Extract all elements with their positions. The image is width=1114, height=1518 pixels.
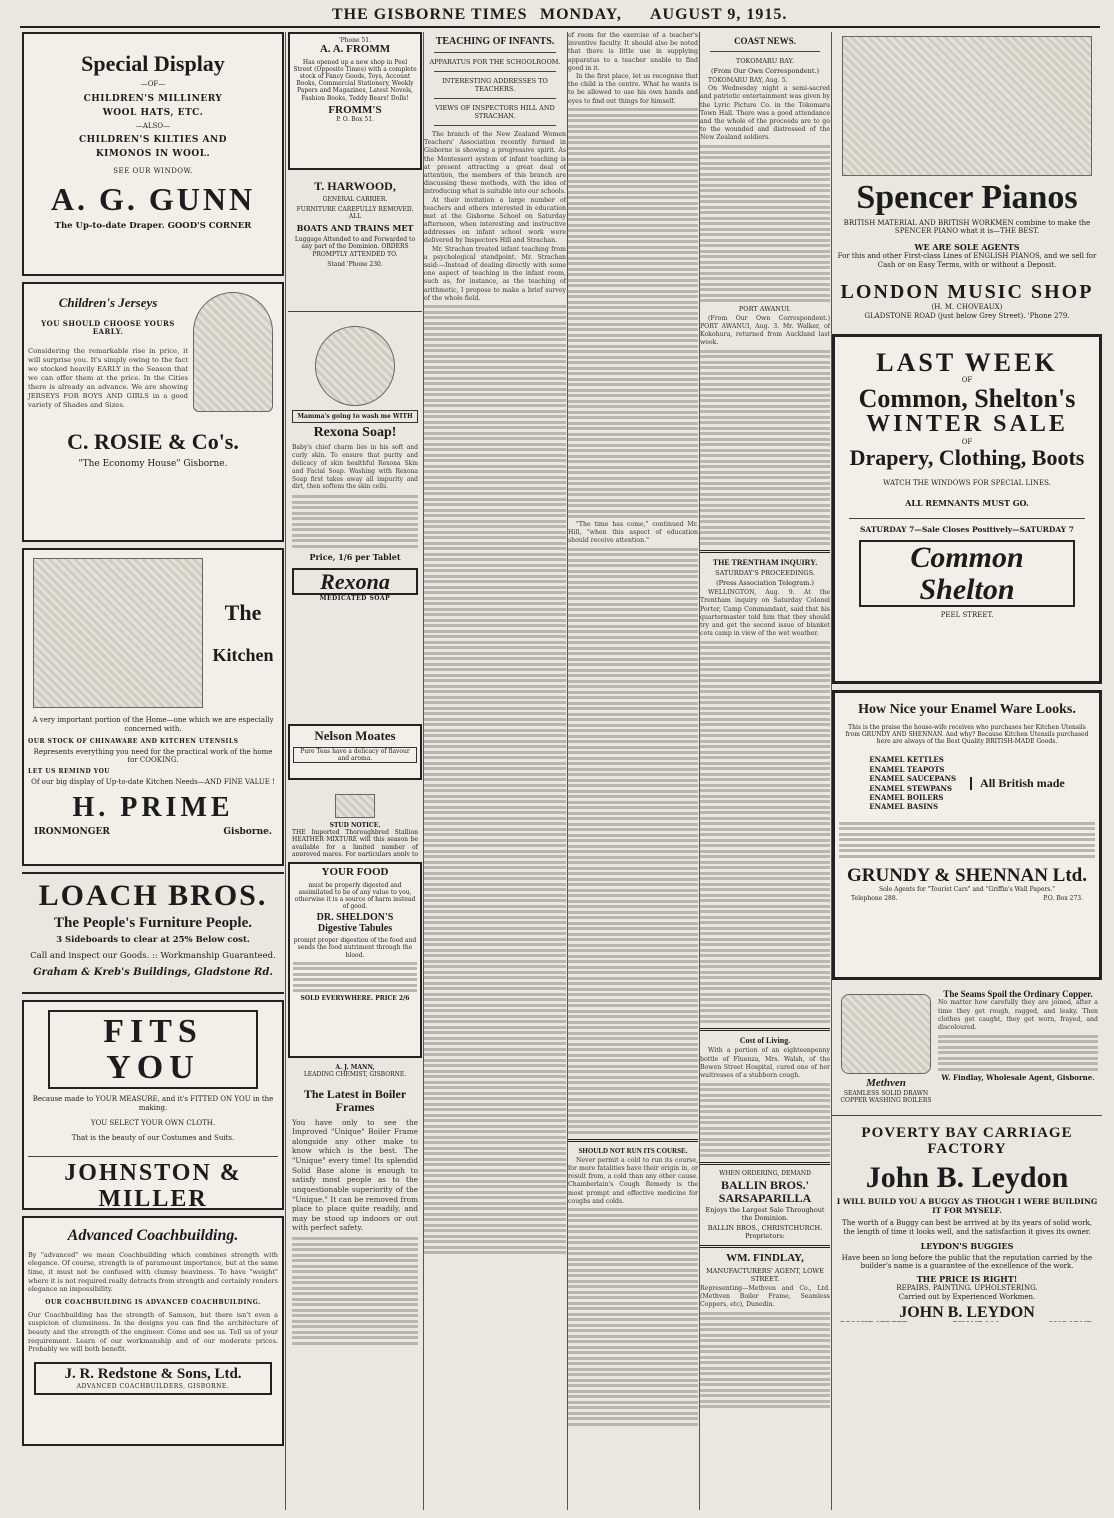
ad-text: KIMONOS IN WOOL. [95, 148, 211, 159]
article-paragraph: The branch of the New Zealand Women Teachers' Association recently formed in Gisborne is showing a progressive spirit. As the Montessori system of infant teaching is at present attracting a great deal of attention, the members of this branch are discussing these methods, with the idea of introducing what is suitable into our schools. [424, 131, 566, 196]
ad-text: (H. M. CHOVEAUX) [931, 303, 1003, 311]
ad-text: WHEN ORDERING, DEMAND [719, 1170, 811, 1178]
ad-text: The worth of a Buggy can best be arrived at by its years of solid work, the length of time it looks well, and the satisfaction it gives its owner. [842, 1219, 1092, 1236]
rexona-logo: Rexona [292, 568, 418, 595]
ad-text: That is the beauty of our Costumes and Suits. [71, 1133, 235, 1142]
article-paragraph: "The time has come," continued Mr. Hill, "when this aspect of education should receive attention." [568, 520, 698, 545]
ad-text: Represents everything you need for the practical work of the home for COOKING. [33, 747, 273, 765]
ad-title: The Latest in Boiler Frames [303, 1087, 407, 1114]
ad-text: Price, 1/6 per Tablet [309, 551, 401, 562]
copper-illustration [841, 994, 931, 1074]
rosie-advert [22, 282, 284, 542]
masthead-paper: THE GISBORNE TIMES [332, 6, 528, 23]
enamel-list [869, 755, 956, 812]
ad-title: DR. SHELDON'S [316, 912, 394, 924]
ad-text: OF [961, 376, 973, 385]
boiler-frame-advert [288, 1084, 422, 1404]
ad-text: IRONMONGER [34, 826, 110, 837]
ad-text: —ALSO— [135, 121, 171, 130]
ad-text: Mamma's going to wash me WITH [292, 410, 418, 423]
ad-text: LET US REMIND YOU [28, 768, 111, 776]
ad-text: Have been so long before the public that the reputation carried by the builder's name is a guarantee of the excellence of the work. [841, 1253, 1093, 1271]
ad-text: The Up-to-date Draper. GOOD'S CORNER [54, 220, 252, 231]
harwood-advert [288, 176, 422, 312]
news-headline: COAST NEWS. [734, 36, 796, 46]
column-2 [288, 32, 422, 1510]
news-subhead: (From Our Own Correspondent.) [710, 67, 820, 75]
ad-text: CHILDREN'S MILLINERY [83, 93, 223, 104]
ad-text: P. O. Box 51. [336, 116, 374, 124]
enamel-item: ENAMEL TEAPOTS [869, 764, 945, 774]
ad-text: ALL [348, 212, 362, 220]
grundy-shennan-advert [832, 690, 1102, 980]
ad-title: FROMM'S [328, 103, 382, 116]
article-paragraph: Mr. Strachan treated infant teaching from a psychological standpoint. Mr. Strachan said:—Instead of dealing directly with some one aspect of teaching in the infant room, such as, for instance, as the teaching of arithmetic, I propose to make a brief survey of the whole field. [424, 245, 566, 302]
london-music-shop-name: LONDON MUSIC SHOP [840, 281, 1094, 303]
baby-illustration [315, 326, 395, 406]
ad-text: ALL REMNANTS MUST GO. [905, 498, 1029, 509]
ad-title: POVERTY BAY CARRIAGE FACTORY [861, 1125, 1073, 1157]
article-continued-text [424, 305, 566, 1254]
ad-text: PEEL STREET. [940, 611, 994, 620]
news-subhead: SATURDAY'S PROCEEDINGS. [715, 569, 815, 578]
redstone-name: J. R. Redstone & Sons, Ltd. [64, 1365, 242, 1382]
enamel-item: ENAMEL BASINS [869, 802, 939, 812]
article-subhead: APPARATUS FOR THE SCHOOLROOM. [429, 58, 561, 66]
ad-title: How Nice your Enamel Ware Looks. [858, 702, 1076, 717]
article-paragraph: In the first place, let us recognise that the child is the centre. What he wants is to be allowed to use his own hands and eyes to find out things for himself. [568, 72, 698, 105]
common-shelton-advert [832, 334, 1102, 684]
masthead [20, 4, 1100, 28]
article-paragraph: Never permit a cold to run its course, for more fatalities have their origin in, or result from, a cold than any other cause. Chamberlain's Cough Remedy is the most prompt and effective medicine for coughs and colds. [568, 1156, 698, 1205]
ad-text: P.O. Box 273. [1043, 895, 1083, 902]
sheldon-advert [288, 862, 422, 1058]
ad-text: This is the praise the house-wife receives who purchases her Kitchen Utensils from GRUNDY AND SHENNAN. And why? Because Kitchen Utensils purchased here are always of the Best Quality BRITISH-MADE Goods. [845, 723, 1089, 746]
prime-advert [22, 548, 284, 866]
leydon-name: John B. Leydon [865, 1160, 1069, 1194]
news-headline: THE TRENTHAM INQUIRY. [712, 558, 818, 568]
ad-title: Advanced Coachbuilding. [67, 1227, 239, 1244]
news-paragraph: WELLINGTON, Aug. 9. At the Trentham inquiry on Saturday Colonel Porter, Camp Commandant, said that his quartermaster told him that they should try and get the second issue of blanket cots camp in view of the wet weather. [700, 589, 830, 638]
ad-title: Special Display [81, 51, 225, 76]
ad-text: WOOL HATS, ETC. [102, 107, 204, 118]
ad-text: Carried out by Experienced Workmen. [898, 1292, 1036, 1301]
rexona-advert [288, 318, 422, 718]
ad-text: I WILL BUILD YOU A BUGGY AS THOUGH I WERE BUILDING IT FOR MYSELF. [836, 1197, 1098, 1215]
news-subhead: TOKOMARU BAY. [735, 57, 795, 65]
ad-text [953, 1321, 1002, 1322]
ad-text: CHILDREN'S KILTIES AND [78, 134, 227, 145]
ad-text: MEDICATED SOAP [319, 594, 391, 602]
article-paragraph: At their invitation a large number of teachers and others interested in education met at the Gisborne School on Saturday afternoon, when interesting and instructive addresses on infant school work were delivered by Inspectors Hill and Strachan. [424, 196, 566, 245]
ad-text: W. Findlay, Wholesale Agent, Gisborne. [941, 1073, 1095, 1083]
leydon-advert [832, 1122, 1102, 1322]
ad-text: Luggage Attended to and Forwarded to any part of the Dominion. ORDERS PROMPTLY ATTENDED TO. [294, 236, 416, 258]
ad-text: OUR STOCK OF CHINAWARE AND KITCHEN UTENSILS [28, 737, 239, 745]
enamel-item: ENAMEL SAUCEPANS [869, 774, 957, 784]
ad-title: All British made [970, 777, 1065, 790]
ad-body: Our Coachbuilding has the strength of Samson, but there isn't even a suspicion of clumsiness. In the designs you can find the architecture of beauty and the strength of the engineer. Come and see us. Tell us of your requirement. Learn of our workmanship and of our moderate prices. Probably we will both benefit. [28, 1310, 278, 1354]
kitchenware-illustration [33, 558, 203, 708]
ad-text: Because made to YOUR MEASURE, and it's FITTED ON YOU in the making. [32, 1095, 274, 1113]
ad-title: LAST WEEK [876, 348, 1058, 377]
ad-title: Rexona Soap! [313, 425, 397, 441]
nelson-logo: Nelson Moates [314, 728, 396, 743]
ad-text: SEE OUR WINDOW. [113, 166, 193, 175]
spencer-advert [832, 32, 1102, 272]
enamel-item: ENAMEL STEWPANS [869, 783, 952, 793]
article-headline: TEACHING OF INFANTS. [435, 36, 555, 47]
ad-text: SEAMLESS SOLID DRAWN COPPER WASHING BOILERS [840, 1089, 932, 1104]
article-subhead: INTERESTING ADDRESSES TO TEACHERS. [442, 77, 548, 93]
ad-text: Gisborne. [223, 826, 272, 837]
methven-logo: Methven [866, 1077, 906, 1089]
ad-text: Enjoys the Largest Sale Throughout the Dominion. [705, 1206, 825, 1223]
ad-text: For this and other First-class Lines of ENGLISH PIANOS, and we sell for Cash or on Easy Terms, with or without a Deposit. [837, 252, 1097, 269]
ad-title: Drapery, Clothing, Boots [849, 445, 1085, 471]
leydon-name: JOHN B. LEYDON [899, 1303, 1035, 1321]
ad-text: THE PRICE IS RIGHT! [916, 1274, 1018, 1284]
ad-title: Children's Jerseys [58, 295, 158, 310]
ballin-name: BALLIN BROS.' [720, 1178, 810, 1193]
ad-text [840, 1321, 907, 1322]
ad-title: WINTER SALE [866, 411, 1068, 438]
ad-text: BRITISH MATERIAL AND BRITISH WORKMEN combine to make the SPENCER PIANO what it is—THE BEST. [843, 218, 1091, 236]
ad-title: The People's Furniture People. [53, 914, 253, 931]
ad-text: LEYDON'S BUGGIES [920, 1240, 1014, 1251]
column-1 [22, 32, 284, 1510]
article-subhead: VIEWS OF INSPECTORS HILL AND STRACHAN. [435, 104, 555, 120]
ad-text: Stand 'Phone 230. [327, 260, 383, 268]
common-shelton-name: Common, Shelton's [858, 384, 1076, 414]
column-4-article [568, 32, 698, 1510]
enamel-item: ENAMEL KETTLES [869, 755, 944, 765]
column-6 [832, 32, 1102, 1510]
ad-text: must be properly digested and assimilated to be of any value to you, otherwise it is a source of harm instead of good. [294, 881, 416, 911]
news-paragraph: TOKOMARU BAY, Aug. 5. [708, 77, 788, 84]
ad-text: Of our big display of Up-to-date Kitchen Needs—AND FINE VALUE ! [31, 778, 275, 787]
news-paragraph: With a portion of an eighteenpenny bottle of Fluenza, Mrs. Walsh, of the Bowen Street Hospital, cured one of her waitresses of a stubborn cough. [700, 1047, 830, 1079]
girl-illustration [193, 292, 273, 412]
mann-name: A. J. MANN, [335, 1064, 375, 1071]
ad-title: FITS YOU [48, 1010, 258, 1089]
ad-text [1048, 1321, 1094, 1322]
ad-text: THE Imported Thoroughbred Stallion HEATHER MIXTURE will this season be available for a limited number of approved mares. For particulars apply to [292, 829, 418, 856]
ad-body: By "advanced" we mean Coachbuilding which combines strength with elegance. Of course, strength is of paramount importance, but at the same time, it must not be confused with clumsy heaviness. To have "weight" where it is not required really detracts from strength and certainly renders elegance an impossibility. [28, 1250, 278, 1294]
article-paragraph: of room for the exercise of a teacher's inventive faculty. It should also be noted that there is little use in supplying apparatus to a teacher unable to find good in it. [568, 32, 698, 72]
ad-body: Representing—Methven and Co., Ltd. (Methven Boiler Frame, Seamless Coppers, etc), Dunedin. [700, 1284, 830, 1309]
loach-name: LOACH BROS. [38, 879, 268, 912]
ad-text: GENERAL CARRIER. [322, 195, 388, 203]
enamel-item: ENAMEL BOILERS [869, 793, 944, 802]
ad-text: OUR COACHBUILDING IS ADVANCED COACHBUILDING. [45, 1298, 261, 1306]
horse-illustration [335, 794, 375, 818]
ad-body: Considering the remarkable rise in price, it will surprise you. It's simply owing to the fact we stocked heavily EARLY in the Season that we can offer them at the price. In the Cities there is already an advance. We are showing JERSEYS FOR BOYS AND GIRLS in a good variety of Shades and Sizes. [28, 347, 188, 409]
spencer-logo: Spencer Pianos [856, 179, 1078, 216]
findlay-name: WM. FINDLAY, [726, 1252, 804, 1265]
ad-title: The Seams Spoil the Ordinary Copper. [943, 989, 1093, 999]
harwood-name: T. HARWOOD, [314, 179, 396, 193]
ad-text: Call and inspect our Goods. :: Workmanship Guaranteed. [30, 951, 276, 962]
ad-text: SOLD EVERYWHERE. PRICE 2/6 [300, 994, 410, 1002]
ad-text: GLADSTONE ROAD (just below Grey Street). 'Phone 279. [864, 311, 1070, 320]
news-subhead: PORT AWANUI. [738, 304, 792, 313]
gunn-name: A. G. GUNN [50, 181, 256, 218]
ad-title: SARSAPARILLA [718, 1190, 812, 1205]
loach-advert [22, 872, 284, 994]
johnston-miller-advert [22, 1000, 284, 1210]
ad-text: SATURDAY 7—Sale Closes Positively—SATURDAY 7 [860, 525, 1074, 535]
ad-text: OF [961, 437, 973, 446]
ad-text: Pure Teas have a delicacy of flavour and aroma. [293, 747, 417, 763]
ad-text: Sole Agents for "Tourist Cars" and "Griffin's Wall Papers." [879, 885, 1055, 893]
news-paragraph: (From Our Own Correspondent.) PORT AWANUI, Aug. 3. Mr. Walker, of Kokohura, returned from Auckland last week. [700, 314, 830, 347]
ad-title: YOUR FOOD [321, 866, 389, 878]
ad-body: No matter how carefully they are joined, after a time they get rough, ragged, and leaky. Then clothes get caught, they get worn, frayed, and discoloured. [938, 999, 1098, 1031]
ad-text: "The Economy House" Gisborne. [78, 459, 228, 470]
ad-text: BALLIN BROS., CHRISTCHURCH. Proprietors: [707, 1224, 823, 1241]
ad-text: REPAIRS. PAINTING. UPHOLSTERING. [896, 1284, 1038, 1292]
nelson-moate-advert [288, 724, 422, 780]
ad-text: FURNITURE CAREFULLY REMOVED. [296, 205, 414, 213]
piano-illustration [842, 36, 1092, 176]
london-music-shop-advert [832, 278, 1102, 328]
ad-text: prompt proper digestion of the food and sends the food nutriment through the blood. [293, 937, 417, 959]
johnston-miller-name: JOHNSTON & MILLER [28, 1156, 278, 1210]
rosie-name: C. ROSIE & Co's. [67, 429, 239, 454]
news-subhead: (Press Association Telegram.) [716, 579, 814, 588]
column-3-article [424, 32, 566, 1510]
ad-text: 'Phone 51. [338, 37, 372, 44]
ad-text: YOU SHOULD CHOOSE YOURS EARLY. [41, 318, 175, 337]
news-paragraph: On Wednesday night a semi-sacred and patriotic entertainment was given by the Lyric Picture Co. in the Tokomaru Town Hall. There was a good attendance and the whole of the proceeds are to go to the wounded and distressed of the New Zealand soldiers. [700, 85, 830, 142]
ad-text: 3 Sideboards to clear at 25% Below cost. [56, 935, 250, 946]
ad-text: YOU SELECT YOUR OWN CLOTH. [90, 1118, 216, 1127]
common-shelton-logo: Common Shelton [859, 540, 1075, 607]
ad-text: ADVANCED COACHBUILDERS, GISBORNE. [76, 1382, 230, 1390]
methven-copper-advert [832, 986, 1102, 1116]
ad-title: Kitchen [212, 645, 274, 666]
ad-title: The [224, 600, 262, 625]
news-headline: Cost of Living. [739, 1036, 791, 1046]
stud-notice [288, 786, 422, 856]
ad-text: A very important portion of the Home—one which we are especially concerned with. [32, 716, 274, 733]
ad-text: WE ARE SOLE AGENTS [914, 242, 1020, 253]
redstone-advert [22, 1216, 284, 1446]
ad-text: —OF— [140, 80, 166, 89]
masthead-date: AUGUST 9, 1915. [650, 6, 788, 23]
ad-text: BOATS AND TRAINS MET [296, 223, 414, 234]
notice-headline: SHOULD NOT RUN ITS COURSE. [578, 1146, 688, 1155]
prime-name: H. PRIME [72, 792, 234, 824]
ad-text: MANUFACTURERS' AGENT, LOWE STREET. [706, 1266, 824, 1283]
ad-text: LEADING CHEMIST, GISBORNE. [303, 1071, 407, 1079]
fromm-advert [288, 32, 422, 170]
ad-text: Telephone 288. [851, 895, 898, 902]
column-5-news [700, 32, 830, 1510]
ad-body: Baby's chief charm lies in his soft and curly skin. To ensure that purity and delicacy of skin healthful Rexona Skin and Facial Soap. Washing with Rexona Soap first takes away all impurity and dirt, then softens the skin cells. [292, 443, 418, 491]
masthead-day: MONDAY, [540, 6, 622, 23]
ad-body: You have only to see the Improved "Unique" Boiler Frame alongside any other make to know which is the best. The "Unique" every time! Its splendid Solid Base alone is enough to satisfy most people as to the unquestionable superiority of the "Unique." It can be removed from place to place quite readily, and may be stood up indoors or out with perfect safety. [292, 1117, 418, 1233]
grundy-shennan-name: GRUNDY & SHENNAN Ltd. [847, 864, 1087, 886]
ad-text: WATCH THE WINDOWS FOR SPECIAL LINES. [883, 479, 1051, 488]
ad-text: Has opened up a new shop in Peel Street (Opposite Times) with a complete stock of Fancy Goods, Toys, Account Books, Commercial Stationery, Weekly Papers and Magazines, Latest Novels, Fashion Books, Teddy Bears! Dolls! [293, 58, 417, 102]
gunn-advert [22, 32, 284, 276]
ad-text: Graham & Kreb's Buildings, Gladstone Rd. [33, 967, 273, 979]
ad-title: STUD NOTICE. [329, 822, 381, 829]
fromm-name: A. A. FROMM [319, 43, 391, 56]
ad-title: Digestive Tabules [317, 922, 393, 934]
